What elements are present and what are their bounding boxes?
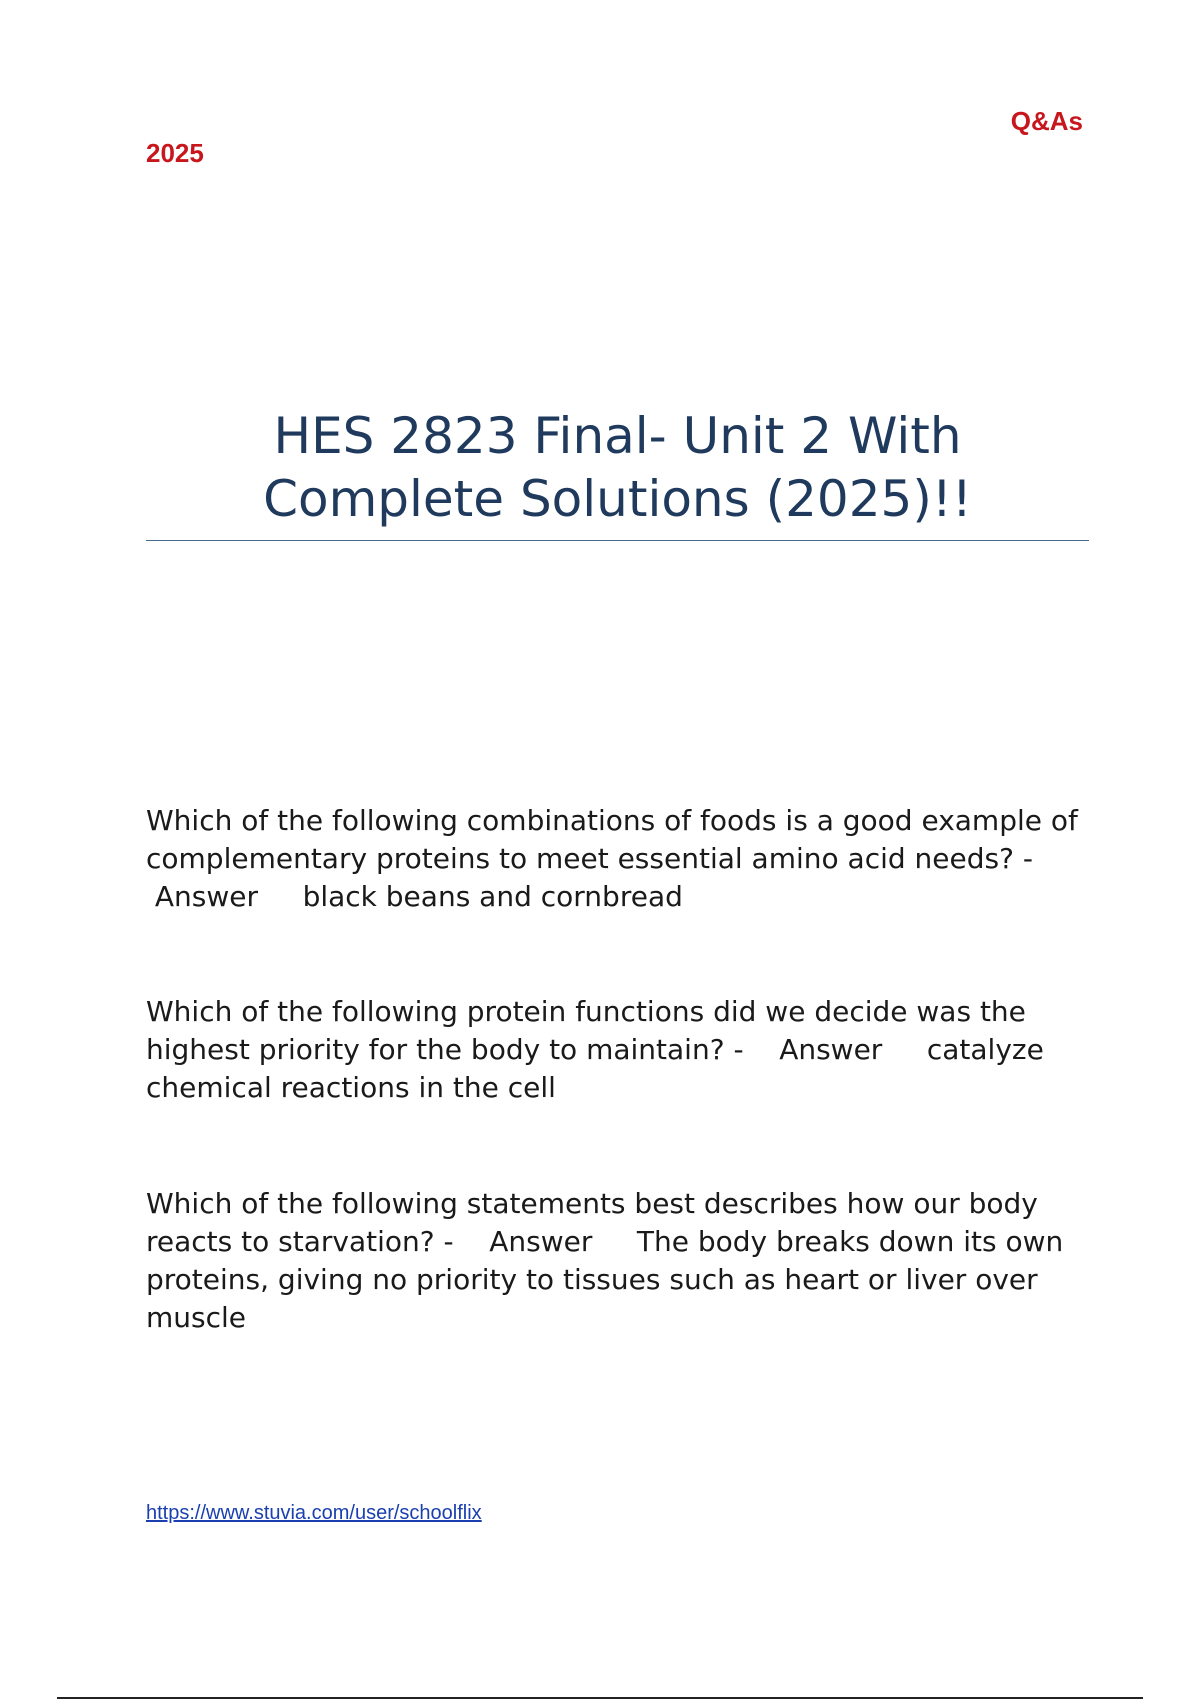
answer-text: catalyze chemical reactions in the cell <box>146 1033 1044 1104</box>
question-text: Which of the following protein functions did we decide was the highest priority for the body to maintain? - <box>146 995 1026 1066</box>
answer-label: Answer <box>154 880 259 913</box>
question-text: Which of the following statements best describes how our body reacts to starvation? - <box>146 1187 1038 1258</box>
question-text: Which of the following combinations of foods is a good example of complementary proteins to meet essential amino acid needs? - <box>146 804 1078 875</box>
title-line-1: HES 2823 Final- Unit 2 With <box>273 407 962 465</box>
qa-item <box>146 993 1096 1107</box>
qas-label: Q&As <box>1010 106 1083 136</box>
answer-label: Answer <box>779 1033 883 1066</box>
answer-label: Answer <box>489 1225 593 1258</box>
title-line-2: Complete Solutions (2025)!! <box>263 470 972 528</box>
answer-text: black beans and cornbread <box>302 880 683 913</box>
source-link[interactable]: https://www.stuvia.com/user/schoolflix <box>146 1502 482 1524</box>
answer-text: The body breaks down its own proteins, giving no priority to tissues such as heart or liver over muscle <box>146 1225 1064 1334</box>
year-label: 2025 <box>146 138 204 168</box>
title-divider <box>146 540 1089 541</box>
footer-divider <box>57 1697 1143 1699</box>
qa-item <box>146 1185 1096 1337</box>
document-title <box>146 405 1089 531</box>
qa-item <box>146 802 1096 916</box>
